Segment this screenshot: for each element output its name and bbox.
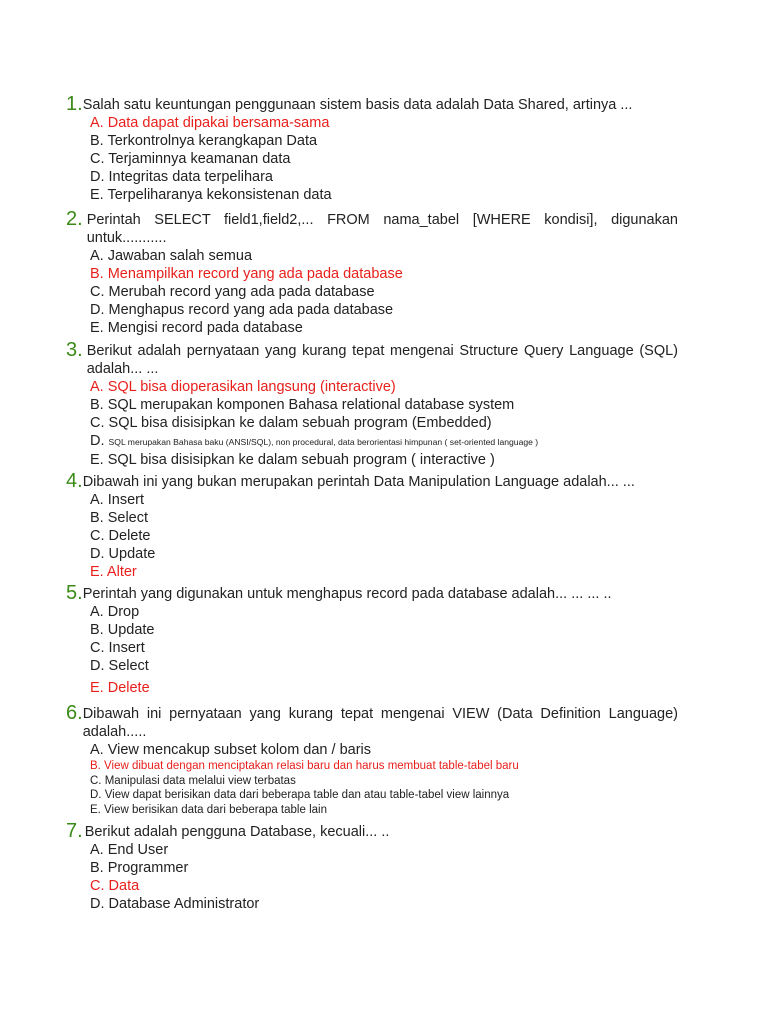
option-b: B. View dibuat dengan menciptakan relasi baru dan harus membuat table-tabel baru xyxy=(90,760,519,772)
question-number: 3. xyxy=(66,339,83,361)
question-text: Berikut adalah pernyataan yang kurang tepat mengenai Structure Query Language (SQL) adalah... ... xyxy=(86,343,678,377)
option-e: E. SQL bisa disisipkan ke dalam sebuah program ( interactive ) xyxy=(90,452,495,468)
question-text: Dibawah ini yang bukan merupakan perintah Data Manipulation Language adalah... ... xyxy=(82,474,635,490)
option-b: B. Select xyxy=(90,510,149,526)
option-b: B. Menampilkan record yang ada pada database xyxy=(90,266,403,282)
question-2 xyxy=(66,208,678,337)
question-number: 1. xyxy=(66,93,83,115)
option-a: A. End User xyxy=(90,842,169,858)
question-4 xyxy=(66,470,678,581)
option-d: D. Menghapus record yang ada pada database xyxy=(90,302,394,318)
option-d: D. Integritas data terpelihara xyxy=(90,169,273,185)
question-number: 6. xyxy=(66,702,83,724)
option-d: D. Update xyxy=(90,546,156,562)
question-number: 2. xyxy=(66,208,83,230)
option-d: D. Database Administrator xyxy=(90,896,260,912)
option-e: E. Delete xyxy=(90,680,150,696)
question-5 xyxy=(66,582,678,697)
question-number: 4. xyxy=(66,470,83,492)
option-a: A. Data dapat dipakai bersama-sama xyxy=(90,115,330,131)
option-e: E. Alter xyxy=(90,564,137,580)
option-c: C. Merubah record yang ada pada database xyxy=(90,284,375,300)
question-6 xyxy=(66,702,678,817)
option-c: C. Insert xyxy=(90,640,145,656)
question-number: 5. xyxy=(66,582,83,604)
option-a: A. View mencakup subset kolom dan / baris xyxy=(90,742,372,758)
option-a: A. Jawaban salah semua xyxy=(90,248,253,264)
option-b: B. Update xyxy=(90,622,155,638)
question-number: 7. xyxy=(66,820,83,842)
question-text: Berikut adalah pengguna Database, kecuali... .. xyxy=(84,824,390,840)
question-1 xyxy=(66,93,678,204)
option-d-text: SQL merupakan Bahasa baku (ANSI/SQL), non procedural, data berorientasi himpunan ( set-oriented language ) xyxy=(108,437,539,447)
option-a: A. Drop xyxy=(90,604,140,620)
option-c: C. SQL bisa disisipkan ke dalam sebuah program (Embedded) xyxy=(90,415,492,431)
option-c: C. Terjaminnya keamanan data xyxy=(90,151,291,167)
option-c: C. Delete xyxy=(90,528,151,544)
option-c: C. Manipulasi data melalui view terbatas xyxy=(90,774,296,787)
option-a: A. SQL bisa dioperasikan langsung (interactive) xyxy=(90,379,396,395)
question-text: Salah satu keuntungan penggunaan sistem basis data adalah Data Shared, artinya ... xyxy=(82,97,633,113)
option-a: A. Insert xyxy=(90,492,144,508)
question-7 xyxy=(66,820,678,913)
question-text: Perintah SELECT field1,field2,... FROM nama_tabel [WHERE kondisi], digunakan untuk........... xyxy=(86,212,678,246)
option-d: D. View dapat berisikan data dari beberapa table dan atau table-tabel view lainnya xyxy=(90,789,510,801)
option-e: E. Terpeliharanya kekonsistenan data xyxy=(90,187,332,203)
option-e: E. View berisikan data dari beberapa table lain xyxy=(90,803,327,816)
option-b: B. Terkontrolnya kerangkapan Data xyxy=(90,133,318,149)
option-b: B. SQL merupakan komponen Bahasa relational database system xyxy=(90,397,515,413)
option-b: B. Programmer xyxy=(90,860,189,876)
option-d-letter: D. xyxy=(90,433,105,449)
option-c: C. Data xyxy=(90,878,140,894)
question-text: Dibawah ini pernyataan yang kurang tepat mengenai VIEW (Data Definition Language) adalah..... xyxy=(82,706,678,740)
option-d xyxy=(90,432,678,451)
option-d: D. Select xyxy=(90,658,149,674)
option-e: E. Mengisi record pada database xyxy=(90,320,303,336)
question-3 xyxy=(66,339,678,469)
question-text: Perintah yang digunakan untuk menghapus record pada database adalah... ... ... .. xyxy=(82,586,612,602)
